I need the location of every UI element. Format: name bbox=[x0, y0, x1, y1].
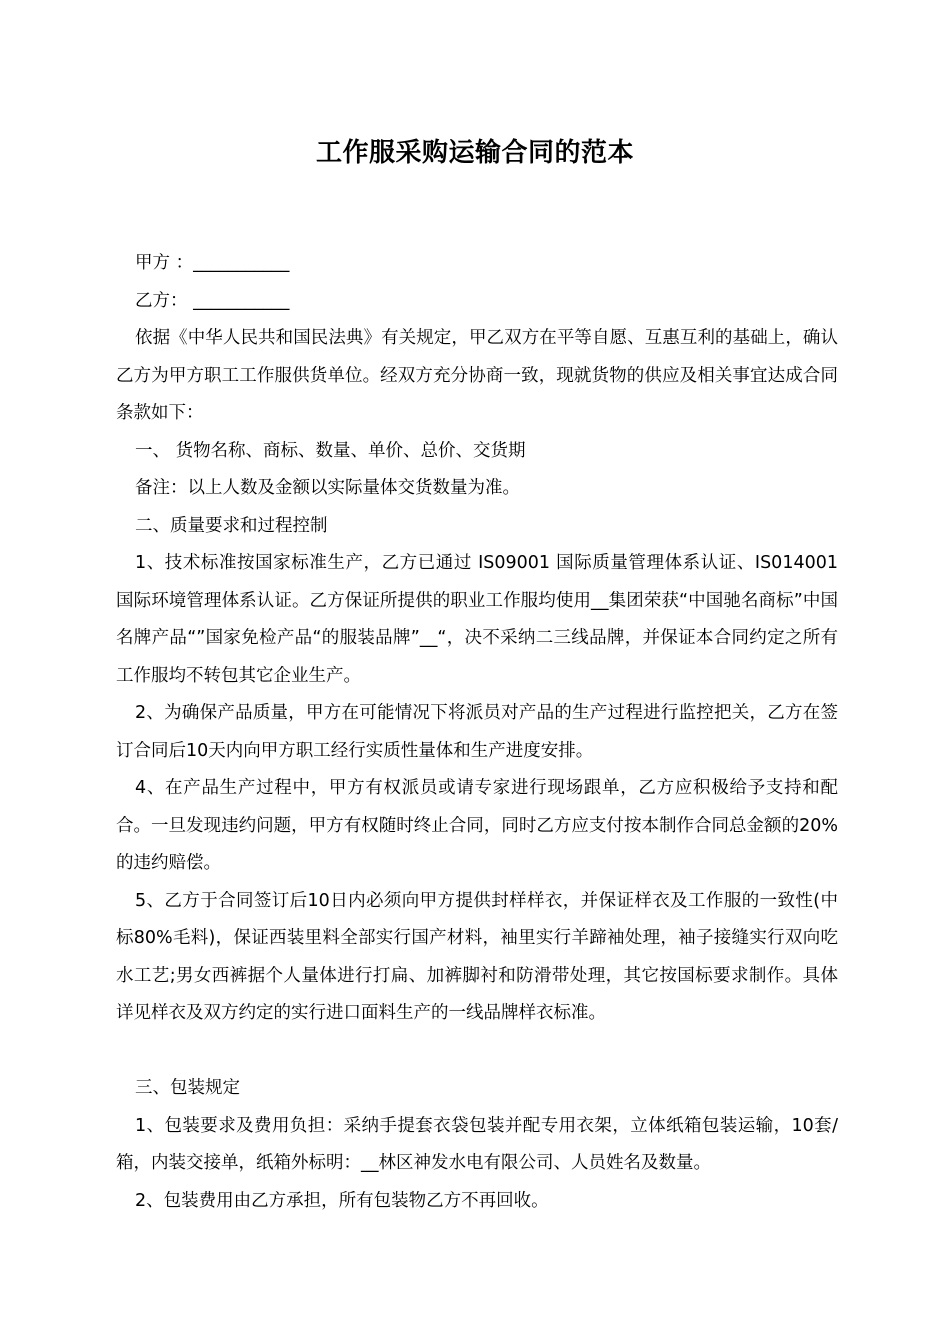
clause-2-5: 5、乙方于合同签订后10日内必须向甲方提供封样样衣，并保证样衣及工作服的一致性(中标80%毛料)，保证西装里料全部实行国产材料，袖里实行羊蹄袖处理，袖子接缝实行双向吃水工艺;男女西裤据个人量体进行打扁、加裤脚衬和防滑带处理，其它按国标要求制作。具体详见样衣及双方约定的实行进口面料生产的一线品牌样衣标准。 bbox=[116, 890, 838, 1023]
clause-3-2: 2、包装费用由乙方承担，所有包装物乙方不再回收。 bbox=[135, 1190, 549, 1211]
section-3-heading: 三、包装规定 bbox=[135, 1078, 240, 1098]
clause-2-4: 4、在产品生产过程中，甲方有权派员或请专家进行现场跟单，乙方应积极给予支持和配合。一旦发现违约问题，甲方有权随时终止合同，同时乙方应支付按本制作合同总金额的20%的违约赔偿。 bbox=[116, 778, 838, 873]
party-a-line: 甲方 ：___________ bbox=[135, 253, 290, 273]
section-2-heading: 二、质量要求和过程控制 bbox=[135, 515, 328, 536]
section-1-heading: 一、 货物名称、商标、数量、单价、总价、交货期 bbox=[135, 440, 526, 461]
preamble-paragraph: 依据《中华人民共和国民法典》有关规定，甲乙双方在平等自愿、互惠互利的基础上，确认乙方为甲方职工工作服供货单位。经双方充分协商一致，现就货物的供应及相关事宜达成合同条款如下： bbox=[116, 328, 838, 423]
document-body bbox=[116, 245, 838, 1220]
clause-3-1: 1、包装要求及费用负担：采纳手提套衣袋包装并配专用衣架，立体纸箱包装运输，10套/箱，内装交接单，纸箱外标明：__林区神发水电有限公司、人员姓名及数量。 bbox=[116, 1115, 838, 1173]
remark-paragraph: 备注：以上人数及金额以实际量体交货数量为准。 bbox=[135, 478, 520, 498]
clause-2-1: 1、技术标准按国家标准生产，乙方已通过 IS09001 国际质量管理体系认证、IS014001 国际环境管理体系认证。乙方保证所提供的职业工作服均使用__集团荣获“中国驰名商标”中国名牌产品“”国家免检产品“的服装品牌”__“，决不采纳二三线品牌，并保证本合同约定之所有工作服均不转包其它企业生产。 bbox=[116, 553, 838, 686]
document-title: 工作服采购运输合同的范本 bbox=[315, 138, 634, 168]
clause-2-2: 2、为确保产品质量，甲方在可能情况下将派员对产品的生产过程进行监控把关，乙方在签订合同后10天内向甲方职工经行实质性量体和生产进度安排。 bbox=[116, 703, 838, 761]
party-b-line: 乙方： ___________ bbox=[135, 290, 290, 311]
paragraph-spacer bbox=[116, 1033, 838, 1071]
